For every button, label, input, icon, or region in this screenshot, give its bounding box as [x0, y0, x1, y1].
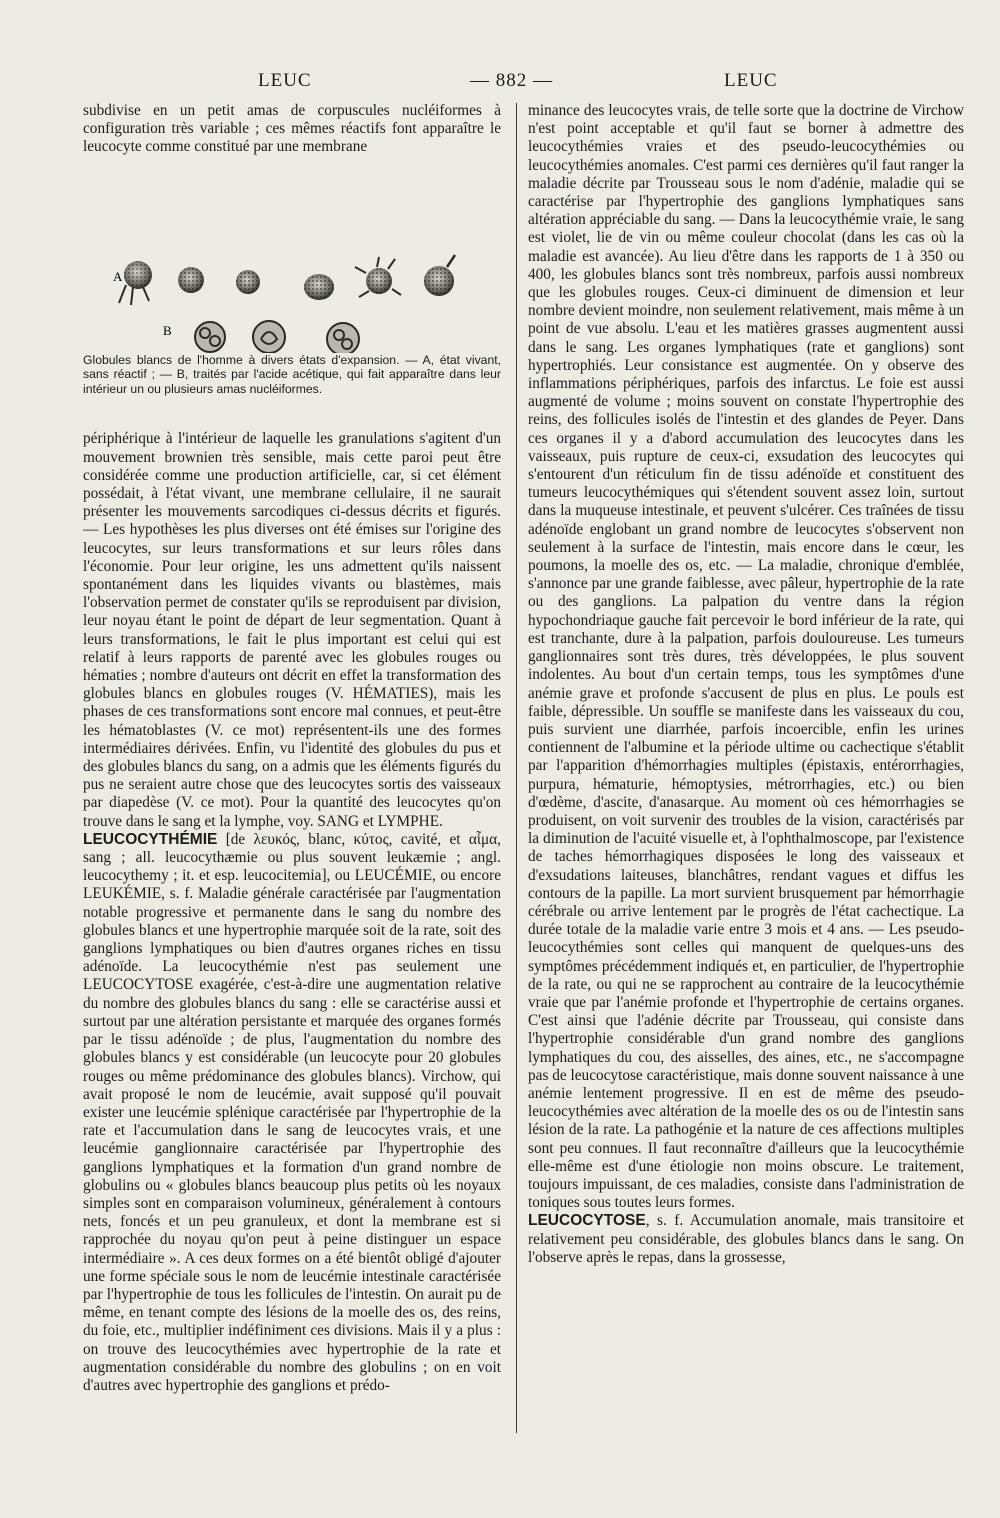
cell-a1 — [119, 261, 152, 305]
figure-caption: Globules blancs de l'homme à divers états d'expansion. — A, état vivant, sans réactif ; — B, traités par l'acide acétique, qui fait apparaître dans leur intérieur un ou plusieurs amas nucléiformes. — [83, 352, 501, 396]
figure-label-b: B — [163, 322, 172, 338]
left-column — [83, 102, 501, 1438]
cell-b1 — [195, 322, 225, 352]
figure-label-a: A — [113, 268, 123, 284]
cell-b2 — [253, 321, 285, 353]
entry-body-leucocytose: , s. f. Accumulation anomale, mais transitoire et relativement peu considérable, des globules blancs dans le sang. On l'observe après le repas, dans la grossesse, — [528, 1212, 964, 1266]
cell-row-a — [119, 255, 455, 305]
header-right-keyword: LEUC — [724, 70, 778, 91]
entry-body-leucocythemie: [de λευκός, blanc, κύτος, cavité, et αἷμα, sang ; all. leucocythæmie ou plus souvent leukæmie ; angl. leucocythemy ; it. et esp. leucocitemia], ou LEUCÉMIE, ou encore LEUKÉMIE, s. f. Maladie générale caractérisée par l'augmentation notable progressive et permanente dans le sang du nombre des globules blancs et une hypertrophie marquée soit de la rate, soit des ganglions lymphatiques ou bien d'autres organes riches en tissu adénoïde. La leucocythémie n'est pas seulement une LEUCOCYTOSE exagérée, c'est-à-dire une augmentation relative du nombre des globules blancs du sang : elle se caractérise aussi et surtout par une altération persistante et marquée des organes formés par le tissu adénoïde ; de plus, l'augmentation du nombre des globules blancs y est considérable (un leucocyte pour 20 globules rouges ou même prédominance des globules blancs). Virchow, qui avait proposé le nom de leucémie, avait supposé qu'il pouvait exister une leucémie splénique caractérisée par l'hypertrophie de la rate et l'accumulation dans le sang de leucocytes vrais, et une leucémie ganglionnaire caractérisée par l'hypertrophie des ganglions lymphatiques et la formation d'un grand nombre de globulins ou « globules blancs beaucoup plus petits où les noyaux simples sont en comparaison volumineux, généralement à contours nets, foncés et un peu granuleux, et dont la membrane est si rapprochée du noyau qu'on peut à peine distinguer un espace intermédiaire ». A ces deux formes on a été bientôt obligé d'ajouter une forme spéciale sous le nom de leucémie intestinale caractérisée par l'hypertrophie de tous les follicules de l'intestin. On aurait pu de même, en tenant compte des lésions de la moelle des os, des reins, du foie, etc., multiplier indéfiniment ces divisions. Mais il y a plus : on trouve des leucocythémies avec hypertrophie de la rate et augmentation considérable du nombre des globulins ; on en voit d'autres avec hypertrophie des ganglions et prédo- — [83, 830, 501, 1394]
leucocyte-illustration — [83, 163, 501, 353]
cell-b3 — [327, 323, 359, 353]
entry-term-leucocythemie: LEUCOCYTHÉMIE — [83, 830, 218, 848]
cell-a3 — [236, 270, 260, 294]
header-left-keyword: LEUC — [258, 70, 312, 91]
entry-term-leucocytose: LEUCOCYTOSE — [528, 1212, 646, 1230]
page-number: — 882 — — [470, 70, 553, 91]
cell-a4 — [304, 274, 334, 300]
running-header — [0, 70, 1000, 104]
column-divider — [516, 103, 517, 1433]
cell-a2 — [178, 267, 204, 293]
entry-leucocytose — [528, 1212, 964, 1267]
cell-a6 — [424, 255, 455, 296]
leucocyte-figure — [83, 163, 501, 353]
leucocythemie-continuation: minance des leucocytes vrais, de telle sorte que la doctrine de Virchow n'est point acceptable et qu'il faut se borner à admettre des leucocythémies vraies et des pseudo-leucocythémies ou leucocythémies anomales. C'est parmi ces dernières qu'il faut ranger la maladie décrite par Trousseau sous le nom d'adénie, maladie qui se caractérise par l'hypertrophie des ganglions lymphatiques sans altération appréciable du sang. — Dans la leucocythémie vraie, le sang est violet, lie de vin ou même couleur chocolat (dans les cas où la maladie est avancée). Au lieu d'être dans les rapports de 1 à 350 ou 400, les globules blancs sont très nombreux, parfois aussi nombreux que les globules rouges. Ceux-ci diminuent de dimension et leur nombre devient moindre, non seulement relativement, mais même à un point de vue absolu. L'eau et les matières grasses augmentent aussi dans le sang. Les organes lymphatiques (rate et ganglions) sont hypertrophiés. Leur consistance est augmentée. On y observe des inflammations périphériques, parfois des infarctus. Le foie est aussi augmenté de volume ; moins souvent on constate l'hypertrophie des reins, des follicules isolés de l'intestin et des glandes de Peyer. Dans ces organes il y a d'abord accumulation des leucocytes dans les vaisseaux, puis rupture de ceux-ci, exsudation des leucocytes qui s'entourent d'un réticulum fin de tissu adénoïde et constituent des tumeurs leucocythémiques qui s'étendent souvent assez loin, surtout dans la muqueuse intestinale, et peuvent s'ulcérer. Ces traînées de tissu adénoïde englobant un grand nombre de leucocytes s'observent non seulement à la surface de l'intestin, mais encore dans le cœur, les poumons, la moelle des os, etc. — La maladie, chronique d'emblée, s'annonce par une grande faiblesse, avec pâleur, hypertrophie de la rate ou des ganglions. La palpation du ventre dans la région hypochondriaque gauche fait percevoir le bord inférieur de la rate, qui est tranchante, dure à la palpation, parfois douloureuse. Les tumeurs ganglionnaires sont très dures, très développées, le plus souvent indolentes. Au bout d'un certain temps, tous les symptômes d'une anémie grave et profonde s'accusent de plus en plus. Le pouls est faible, dépressible. Un souffle se manifeste dans les vaisseaux du cou, puis survient une diarrhée, parfois incoercible, enfin les urines contiennent de l'albumine et la période ultime ou cachectique s'établit par l'apparition d'hémorrhagies multiples (épistaxis, entérorrhagies, purpura, hématurie, hémoptysies, métrorrhagies, etc.) ou bien d'œdème, d'ascite, d'anasarque. Au moment où ces hémorrhagies se produisent, on voit survenir des troubles de la vision, caractérisés par la diminution de l'acuité visuelle et, à l'ophthalmoscope, par l'existence de taches hémorrhagiques disposées le long des vaisseaux et d'exsudations laiteuses, blanchâtres, rendant vagues et diffus les contours de la papille. La mort survient brusquement par hémorrhagie cérébrale ou arrive lentement par le progrès de l'état cachectique. La durée totale de la maladie varie entre 3 mois et 4 ans. — Les pseudo-leucocythémies sont celles qui manquent de quelques-uns des symptômes précédemment indiqués et, en particulier, de l'hypertrophie de la rate, ou qui ne se rapprochent au contraire de la leucocythémie vraie que par l'anémie profonde et l'hypertrophie de certains organes. C'est ainsi que l'adénie décrite par Trousseau, qui consiste dans l'hypertrophie considérable d'un grand nombre des ganglions lymphatiques du cou, des aisselles, des aines, etc., ne s'accompagne pas de leucocytose caractéristique, mais donne souvent naissance à une anémie lentement progressive. Il en est de même des pseudo-leucocythémies avec altération de la moelle des os ou de l'intestin sans lésion de la rate. La pathogénie et la nature de ces affections multiples sont peu connues. Il faut reconnaître d'ailleurs que la leucocythémie elle-même est d'une étiologie non moins obscure. Le traitement, toujours impuissant, de ces maladies, consiste dans l'administration de toniques sous toutes leurs formes. — [528, 102, 964, 1212]
right-column — [528, 102, 964, 1438]
intro-paragraph: subdivise en un petit amas de corpuscules nucléiformes à configuration très variable ; ces mêmes réactifs font apparaître le leucocyte comme constitué par une membrane — [83, 102, 501, 156]
leucocyte-paragraph: périphérique à l'intérieur de laquelle les granulations s'agitent d'un mouvement brownien très sensible, mais cette paroi peut être considérée comme une production artificielle, car, si cet élément possédait, à l'état vivant, une membrane cellulaire, il ne saurait présenter les mouvements sarcodiques ci-dessus décrits et figurés. — Les hypothèses les plus diverses ont été émises sur l'origine des leucocytes, sur leurs transformations et sur leurs rôles dans l'économie. Pour leur origine, les uns admettent qu'ils naissent spontanément dans les liquides vivants ou blastèmes, mais l'observation permet de constater qu'ils se reproduisent par division, leur noyau étant le point de départ de leur segmentation. Quant à leurs transformations, le fait le plus important est celui qui est relatif à leurs rapports de parenté avec les globules rouges ou hématies ; nombre d'auteurs ont décrit en effet la transformation des globules blancs en globules rouges (V. HÉMATIES), mais les phases de ces transformations sont encore mal connues, et peut-être les hématoblastes (V. ce mot) représentent-ils une des formes intermédiaires dérivées. Enfin, vu l'identité des globules du pus et des globules blancs du sang, on a admis que les éléments figurés du pus ne seraient autre chose que des leucocytes sortis des vaisseaux par diapedèse (V. ce mot). Pour la quantité des leucocytes qu'on trouve dans le sang et la lymphe, voy. SANG et LYMPHE. — [83, 430, 501, 830]
cell-row-b — [195, 321, 359, 353]
cell-a5 — [355, 257, 401, 297]
entry-leucocythemie — [83, 831, 501, 1395]
